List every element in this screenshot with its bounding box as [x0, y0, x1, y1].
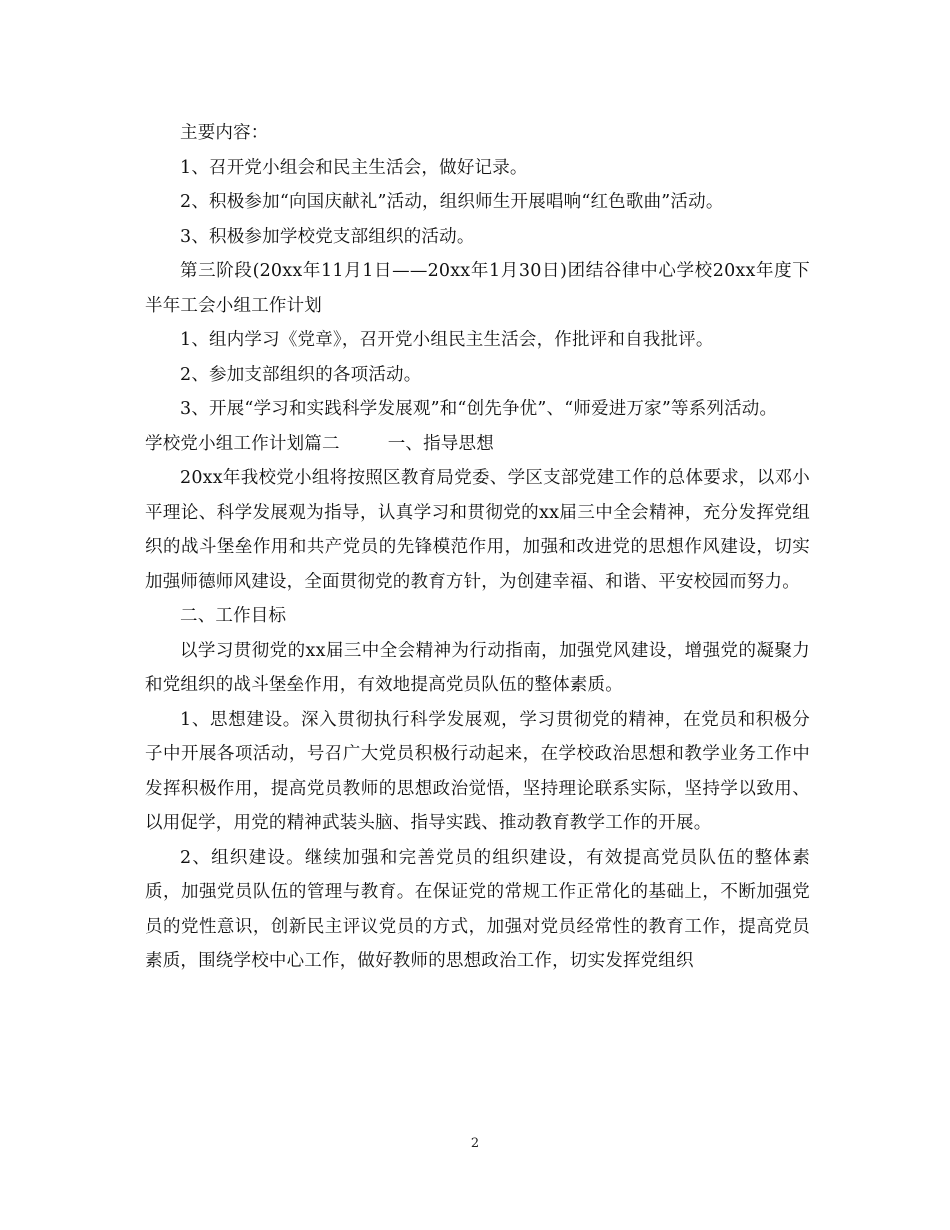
- paragraph-item: 2、积极参加“向国庆献礼”活动，组织师生开展唱响“红色歌曲”活动。: [180, 192, 724, 212]
- paragraph-item: 1、召开党小组会和民主生活会，做好记录。: [180, 157, 528, 178]
- paragraph-ideological: 1、思想建设。深入贯彻执行科学发展观，学习贯彻党的精神，在党员和积极分子中开展各项活动，号召广大党员积极行动起来，在学校政治思想和教学业务工作中发挥积极作用，提高党员教师的思想政治觉悟，坚持理论联系实际，坚持学以致用、以用促学，用党的精神武装头脑、指导实践、推动教育教学工作的开展。: [145, 709, 810, 833]
- paragraph-intro: 主要内容：: [180, 123, 269, 143]
- paragraph-item: 2、参加支部组织的各项活动。: [180, 364, 422, 385]
- paragraph-item: 3、开展“学习和实践科学发展观”和“创先争优”、“师爱进万家”等系列活动。: [180, 399, 778, 419]
- paragraph-item: 1、组内学习《党章》，召开党小组民主生活会，作批评和自我批评。: [180, 330, 714, 350]
- paragraph-stage-three: 第三阶段(20xx年11月1日——20xx年1月30日)团结谷律中心学校20xx年度下半年工会小组工作计划: [145, 261, 810, 316]
- section-subtitle: 一、指导思想: [387, 433, 494, 454]
- paragraph-organizational: 2、组织建设。继续加强和完善党员的组织建设，有效提高党员队伍的整体素质，加强党员队伍的管理与教育。在保证党的常规工作正常化的基础上，不断加强党员的党性意识，创新民主评议党员的方式，加强对党员经常性的教育工作，提高党员素质，围绕学校中心工作，做好教师的思想政治工作，切实发挥党组织: [145, 847, 810, 971]
- paragraph-guiding-thought: 20xx年我校党小组将按照区教育局党委、学区支部党建工作的总体要求，以邓小平理论、科学发展观为指导，认真学习和贯彻党的xx届三中全会精神，充分发挥党组织的战斗堡垒作用和共产党员的先锋模范作用，加强和改进党的思想作风建设，切实加强师德师风建设，全面贯彻党的教育方针，为创建幸福、和谐、平安校园而努力。: [145, 468, 810, 592]
- page-number: 2: [470, 1136, 480, 1151]
- paragraph-item: 3、积极参加学校党支部组织的活动。: [180, 226, 475, 247]
- section-title: 学校党小组工作计划篇二: [145, 433, 340, 454]
- paragraph-heading-goals: 二、工作目标: [180, 606, 287, 626]
- document-body: [145, 116, 810, 979]
- paragraph-goals: 以学习贯彻党的xx届三中全会精神为行动指南，加强党风建设，增强党的凝聚力和党组织的战斗堡垒作用，有效地提高党员队伍的整体素质。: [145, 640, 810, 695]
- section-heading: [145, 427, 810, 462]
